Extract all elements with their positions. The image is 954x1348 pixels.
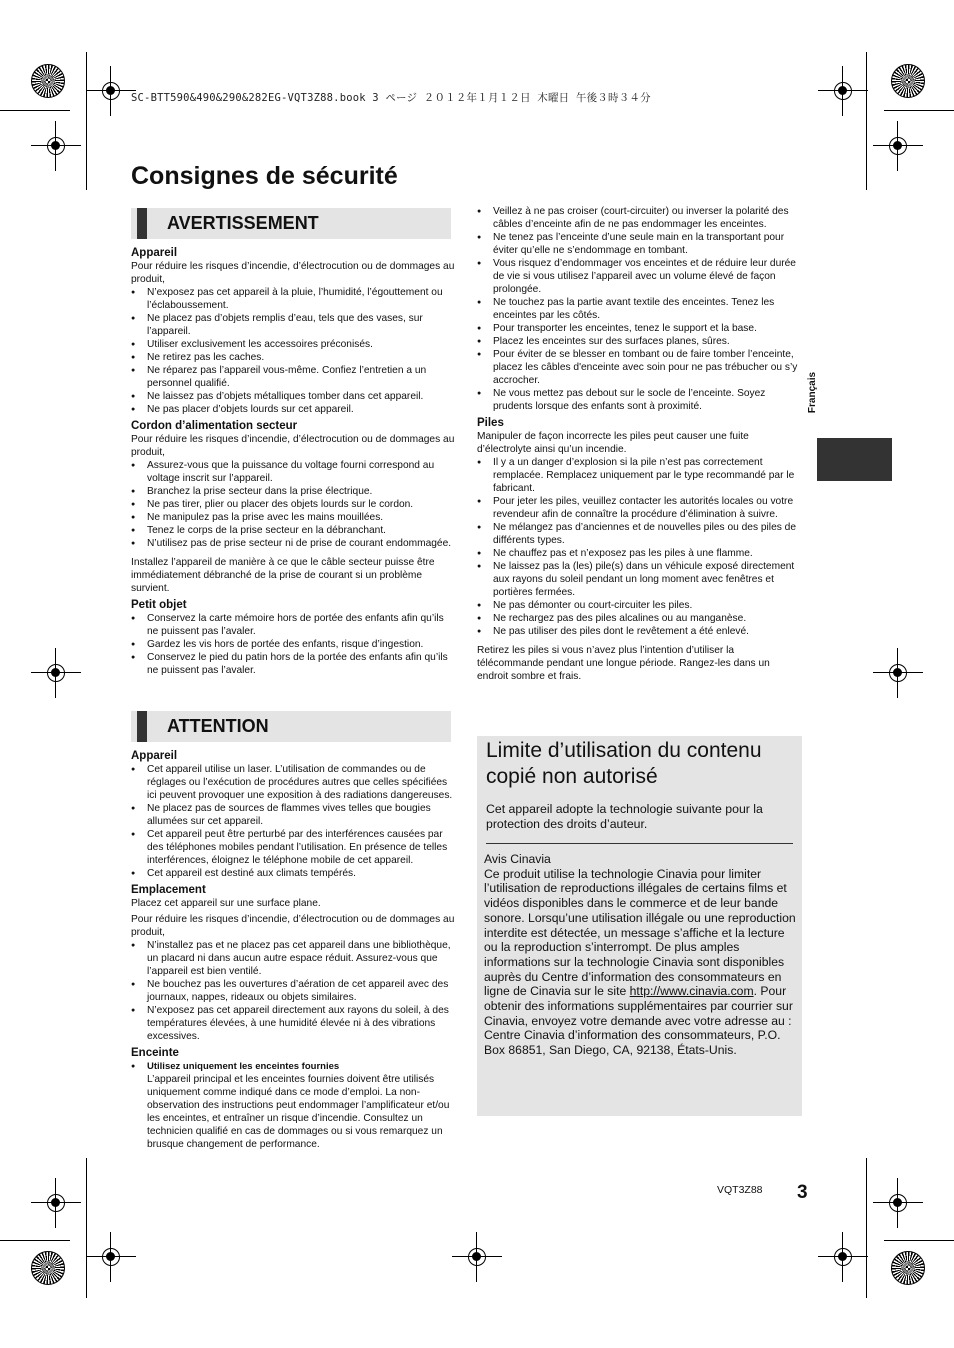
list-item: ● Ne pas tirer, plier ou placer des objets lourds sur le cordon. [131, 498, 455, 511]
crosshair-icon [31, 1178, 81, 1228]
list-item: ● Vous risquez d’endommager vos enceintes et de réduire leur durée de vie si vous utilisez l’appareil avec un volume élevé de façon prolongée. [477, 257, 801, 296]
subheading-cordon: Cordon d’alimentation secteur [131, 420, 298, 432]
list-item: ● Ne rechargez pas des piles alcalines ou au manganèse. [477, 612, 801, 625]
intro-text: Pour réduire les risques d’incendie, d’électrocution ou de dommages au produit, [131, 261, 455, 285]
crosshair-icon [818, 1232, 868, 1282]
trim-mark [86, 52, 87, 190]
list-appareil [131, 286, 455, 416]
language-text: Français [807, 371, 819, 414]
list-item: ● Ne pas placer d’objets lourds sur cet appareil. [131, 403, 455, 416]
box-title: Limite d’utilisation du contenu copié non autorisé [486, 739, 762, 788]
item-text: L’appareil principal et les enceintes fournies doivent être utilisés uniquement comme indiqué dans ce mode d’emploi. La non-observation des instructions peut endommager l’amplificateur et/ou les enceintes, et entraîner un risque d’incendie. Consultez un technicien qualifié en cas de dommages ou si vous remarquez un brusque changement de performance. [147, 1074, 450, 1150]
trim-mark [884, 1240, 954, 1241]
cinavia-notice-text [484, 852, 796, 1058]
cinavia-address: Centre Cinavia d’information des consommateurs, P.O. Box 86851, San Diego, CA, 92138, États-Unis. [484, 1028, 781, 1058]
list-item: ● Ne laissez pas la (les) pile(s) dans un véhicule exposé directement aux rayons du soleil pendant un long moment avec fenêtres et portières fermées. [477, 560, 801, 599]
registration-rosette-icon [891, 1251, 925, 1285]
crosshair-icon [31, 648, 81, 698]
registration-rosette-icon [31, 1251, 65, 1285]
list-item: ● Pour transporter les enceintes, tenez le support et la base. [477, 322, 801, 335]
list-item: ● Tenez le corps de la prise secteur en la débranchant. [131, 524, 455, 537]
registration-rosette-icon [31, 64, 65, 98]
document-code: VQT3Z88 [717, 1184, 763, 1196]
list-enceinte [131, 1060, 455, 1151]
subheading-petit-objet: Petit objet [131, 599, 187, 611]
trim-mark [884, 110, 954, 111]
subheading-piles: Piles [477, 417, 504, 429]
print-header-line: SC-BTT590&490&290&282EG-VQT3Z88.book 3 ページ ２０１２年１月１２日 木曜日 午後３時３４分 [131, 92, 651, 104]
list-item: ● Ne tenez pas l’enceinte d’une seule main en la transportant pour éviter qu’elle ne s’endommage en tombant. [477, 231, 801, 257]
list-piles [477, 456, 801, 638]
list-item: ● Ne pas démonter ou court-circuiter les piles. [477, 599, 801, 612]
list-enceinte-suite [477, 205, 801, 413]
list-item: ● Ne retirez pas les caches. [131, 351, 455, 364]
list-item: ● Ne pas utiliser des piles dont le revêtement a été enlevé. [477, 625, 801, 638]
list-item: ● Ne vous mettez pas debout sur le socle de l’enceinte. Soyez prudents lorsque des enfants sont à proximité. [477, 387, 801, 413]
section-header-attention [131, 711, 451, 742]
list-item: ● Conservez la carte mémoire hors de portée des enfants afin qu’ils ne puissent pas l’avaler. [131, 612, 455, 638]
trim-mark [86, 1158, 87, 1298]
item-title: ● Utilisez uniquement les enceintes fournies [147, 1061, 340, 1072]
crosshair-icon [86, 66, 136, 116]
left-column-attention [131, 749, 455, 1151]
list-item: ● Ne bouchez pas les ouvertures d’aération de cet appareil avec des journaux, nappes, rideaux ou objets similaires. [131, 978, 455, 1004]
list-item: ● Ne placez pas d’objets remplis d’eau, tels que des vases, sur l’appareil. [131, 312, 455, 338]
list-item: ● Cet appareil utilise un laser. L’utilisation de commandes ou de réglages ou l’exécution de procédures autres que celles spécifiées ici peuvent provoquer une exposition à des radiations dangereuses. [131, 763, 455, 802]
list-item: ● Utiliser exclusivement les accessoires préconisés. [131, 338, 455, 351]
list-item [131, 1060, 455, 1151]
avis-text: . Pour obtenir des informations supplémentaires par courrier sur Cinavia, envoyez votre demande avec votre adresse au : [484, 984, 793, 1028]
left-column-avertissement [131, 246, 455, 677]
list-item: ● Ne réparez pas l’appareil vous-même. Confiez l’entretien a un personnel qualifié. [131, 364, 455, 390]
subheading-enceinte: Enceinte [131, 1047, 179, 1059]
divider [486, 843, 793, 844]
trim-mark [0, 1240, 70, 1241]
box-intro: Cet appareil adopte la technologie suivante pour la protection des droits d’auteur. [486, 802, 763, 831]
crosshair-icon [86, 1232, 136, 1282]
list-cordon [131, 459, 455, 550]
subheading-emplacement: Emplacement [131, 884, 206, 896]
list-item: ● Pour jeter les piles, veuillez contacter les autorités locales ou votre revendeur afin de connaître la procédure d’élimination à suivre. [477, 495, 801, 521]
avis-title: Avis Cinavia [484, 852, 551, 866]
subheading-appareil: Appareil [131, 750, 178, 762]
list-item: ● N’exposez pas cet appareil directement aux rayons du soleil, à des températures élevées, à une humidité élevée ni à des vibrations excessives. [131, 1004, 455, 1043]
list-item: ● N’exposez pas cet appareil à la pluie, l’humidité, l’égouttement ou l’éclaboussement. [131, 286, 455, 312]
section-marker [137, 711, 147, 742]
crosshair-icon [31, 121, 81, 171]
list-item: ● Ne touchez pas la partie avant textile des enceintes. Tenez les enceintes par les côtés. [477, 296, 801, 322]
trim-mark [0, 110, 70, 111]
list-item: ● Cet appareil peut être perturbé par des interférences causées par des téléphones mobiles pendant l’utilisation. En présence de telles interférences, éloignez le téléphone mobile de cet appareil. [131, 828, 455, 867]
cinavia-notice-box [477, 736, 802, 1116]
list-emplacement [131, 939, 455, 1043]
crosshair-icon [873, 1178, 923, 1228]
list-item: ● Cet appareil est destiné aux climats tempérés. [131, 867, 455, 880]
crosshair-icon [818, 66, 868, 116]
list-item: ● N’installez pas et ne placez pas cet appareil dans une bibliothèque, un placard ni dans aucun autre espace réduit. Assurez-vous que l’appareil est bien ventilé. [131, 939, 455, 978]
page-title: Consignes de sécurité [131, 162, 398, 190]
list-item: ● N’utilisez pas de prise secteur ni de prise de courant endommagée. [131, 537, 455, 550]
section-header-avertissement [131, 208, 451, 239]
crosshair-icon [452, 1232, 502, 1282]
section-label: ATTENTION [167, 716, 269, 736]
trim-mark [866, 1158, 867, 1298]
language-tab-marker [817, 438, 892, 481]
list-item: ● Il y a un danger d’explosion si la pile n’est pas correctement remplacée. Remplacez uniquement par le type recommandé par le fabricant. [477, 456, 801, 495]
cinavia-link[interactable]: http://www.cinavia.com [629, 984, 754, 999]
list-item: ● Ne laissez pas d’objets métalliques tomber dans cet appareil. [131, 390, 455, 403]
list-item: ● Ne placez pas de sources de flammes vives telles que bougies allumées sur cet appareil. [131, 802, 455, 828]
crosshair-icon [873, 648, 923, 698]
list-petit-objet [131, 612, 455, 677]
list-item: ● Ne manipulez pas la prise avec les mains mouillées. [131, 511, 455, 524]
avis-body [484, 867, 796, 1029]
note-text: Retirez les piles si vous n’avez plus l’intention d’utiliser la télécommande pendant une longue période. Rangez-les dans un endroit sombre et frais. [477, 645, 770, 682]
avis-text: Ce produit utilise la technologie Cinavia pour limiter l’utilisation de reproductions illégales de certains films et vidéos disponibles dans le commerce et de leur bande sonore. Lorsqu’une utilisation illégale ou une reproduction interdite est détectée, un message s’affiche et la lecture ou la reproduction s’interrompt. De plus amples informations sur la technologie Cinavia sont disponibles auprès du Centre d’information des consommateurs en ligne de Cinavia sur le site [484, 866, 796, 999]
right-column [477, 205, 801, 683]
list-item: ● Gardez les vis hors de portée des enfants, risque d’ingestion. [131, 638, 455, 651]
intro-text: Pour réduire les risques d’incendie, d’électrocution ou de dommages au produit, [131, 434, 455, 458]
intro-text: Pour réduire les risques d’incendie, d’électrocution ou de dommages au produit, [131, 914, 455, 938]
trim-mark [866, 52, 867, 190]
list-item: ● Ne mélangez pas d’anciennes et de nouvelles piles ou des piles de différents types. [477, 521, 801, 547]
section-label: AVERTISSEMENT [167, 213, 319, 233]
language-label [806, 365, 846, 425]
list-item: ● Placez les enceintes sur des surfaces planes, sûres. [477, 335, 801, 348]
list-item: ● Assurez-vous que la puissance du voltage fourni correspond au voltage inscrit sur l’appareil. [131, 459, 455, 485]
list-appareil [131, 763, 455, 880]
list-item: ● Veillez à ne pas croiser (court-circuiter) ou inverser la polarité des câbles d’enceinte afin de ne pas endommager les enceintes. [477, 205, 801, 231]
crosshair-icon [873, 121, 923, 171]
section-marker [137, 208, 147, 239]
note-text: Installez l’appareil de manière à ce que le câble secteur puisse être immédiatement débranché de la prise de courant si un problème survient. [131, 557, 435, 594]
list-item: ● Pour éviter de se blesser en tombant ou de faire tomber l’enceinte, placez les câbles d'enceinte avec soin pour ne pas trébucher ou s’y accrocher. [477, 348, 801, 387]
list-item: ● Ne chauffez pas et n’exposez pas les piles à une flamme. [477, 547, 801, 560]
subheading-appareil: Appareil [131, 247, 178, 259]
intro-text: Manipuler de façon incorrecte les piles peut causer une fuite d’électrolyte ainsi qu’un incendie. [477, 431, 749, 455]
registration-rosette-icon [891, 64, 925, 98]
list-item: ● Conservez le pied du patin hors de la portée des enfants afin qu’ils ne puissent pas l’avaler. [131, 651, 455, 677]
intro-text: Placez cet appareil sur une surface plane. [131, 898, 321, 909]
page-number: 3 [797, 1182, 808, 1203]
list-item: ● Branchez la prise secteur dans la prise électrique. [131, 485, 455, 498]
